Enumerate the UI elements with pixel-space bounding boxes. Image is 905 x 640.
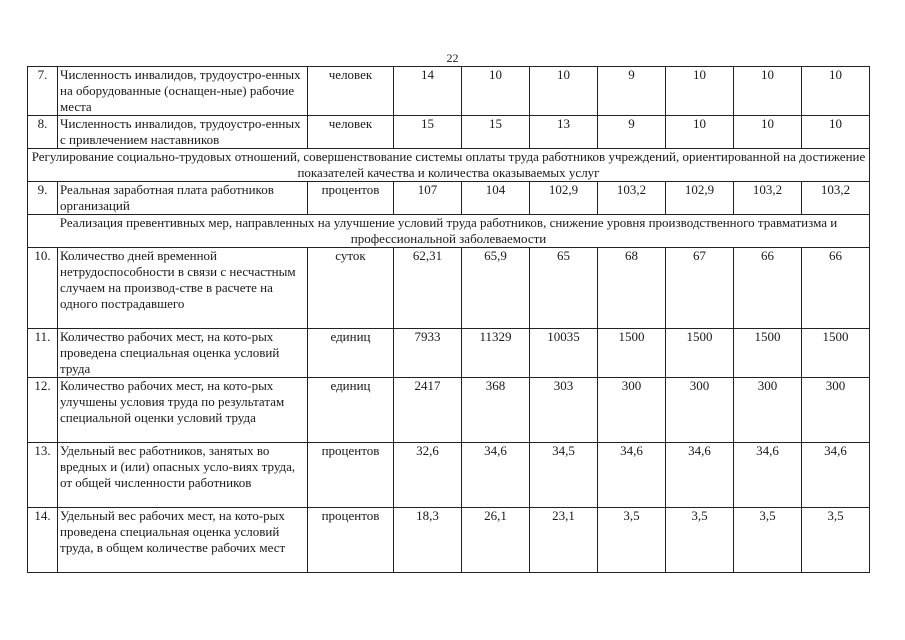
indicator-unit: процентов	[308, 182, 394, 215]
indicator-name: Численность инвалидов, трудоустро-енных с привлечением наставников	[58, 116, 308, 149]
indicator-name: Численность инвалидов, трудоустро-енных на оборудованные (оснащен-ные) рабочие места	[58, 67, 308, 116]
row-number: 7.	[28, 67, 58, 116]
value-cell: 62,31	[394, 248, 462, 329]
value-cell: 34,6	[734, 443, 802, 508]
value-cell: 10	[666, 67, 734, 116]
value-cell: 10	[802, 67, 870, 116]
value-cell: 34,6	[802, 443, 870, 508]
value-cell: 300	[666, 378, 734, 443]
indicator-name: Удельный вес рабочих мест, на кото-рых проведена специальная оценка условий труда, в общем количестве рабочих мест	[58, 508, 308, 573]
value-cell: 10	[802, 116, 870, 149]
value-cell: 103,2	[598, 182, 666, 215]
value-cell: 26,1	[462, 508, 530, 573]
value-cell: 10	[666, 116, 734, 149]
table-row	[28, 116, 870, 149]
value-cell: 103,2	[802, 182, 870, 215]
value-cell: 102,9	[530, 182, 598, 215]
value-cell: 368	[462, 378, 530, 443]
value-cell: 300	[598, 378, 666, 443]
value-cell: 15	[462, 116, 530, 149]
value-cell: 10	[734, 116, 802, 149]
row-number: 11.	[28, 329, 58, 378]
value-cell: 34,6	[598, 443, 666, 508]
row-number: 8.	[28, 116, 58, 149]
table-row	[28, 378, 870, 443]
value-cell: 10	[530, 67, 598, 116]
value-cell: 7933	[394, 329, 462, 378]
indicator-name: Реальная заработная плата работников организаций	[58, 182, 308, 215]
table-row	[28, 329, 870, 378]
indicator-name: Удельный вес работников, занятых во вредных и (или) опасных усло-виях труда, от общей численности работников	[58, 443, 308, 508]
section-row	[28, 149, 870, 182]
table-row	[28, 248, 870, 329]
row-number: 10.	[28, 248, 58, 329]
value-cell: 32,6	[394, 443, 462, 508]
value-cell: 3,5	[666, 508, 734, 573]
value-cell: 3,5	[734, 508, 802, 573]
section-heading: Реализация превентивных мер, направленных на улучшение условий труда работников, снижение уровня производственного травматизма и профессиональной заболеваемости	[28, 215, 870, 248]
value-cell: 107	[394, 182, 462, 215]
value-cell: 18,3	[394, 508, 462, 573]
value-cell: 66	[734, 248, 802, 329]
value-cell: 10	[462, 67, 530, 116]
indicator-unit: суток	[308, 248, 394, 329]
value-cell: 68	[598, 248, 666, 329]
value-cell: 3,5	[802, 508, 870, 573]
section-heading: Регулирование социально-трудовых отношений, совершенствование системы оплаты труда работников учреждений, ориентированной на достижение показателей качества и количества оказываемых услуг	[28, 149, 870, 182]
value-cell: 65	[530, 248, 598, 329]
value-cell: 1500	[734, 329, 802, 378]
value-cell: 300	[802, 378, 870, 443]
table-row	[28, 182, 870, 215]
row-number: 9.	[28, 182, 58, 215]
value-cell: 103,2	[734, 182, 802, 215]
indicator-name: Количество рабочих мест, на кото-рых улучшены условия труда по результатам специальной оценки условий труда	[58, 378, 308, 443]
value-cell: 102,9	[666, 182, 734, 215]
value-cell: 34,6	[462, 443, 530, 508]
value-cell: 104	[462, 182, 530, 215]
value-cell: 67	[666, 248, 734, 329]
row-number: 14.	[28, 508, 58, 573]
section-row	[28, 215, 870, 248]
value-cell: 1500	[666, 329, 734, 378]
value-cell: 66	[802, 248, 870, 329]
value-cell: 10035	[530, 329, 598, 378]
page-number: 22	[446, 51, 459, 65]
indicator-name: Количество рабочих мест, на кото-рых проведена специальная оценка условий труда	[58, 329, 308, 378]
value-cell: 34,5	[530, 443, 598, 508]
value-cell: 11329	[462, 329, 530, 378]
indicator-unit: процентов	[308, 508, 394, 573]
value-cell: 14	[394, 67, 462, 116]
indicator-unit: человек	[308, 116, 394, 149]
table-row	[28, 67, 870, 116]
indicator-unit: единиц	[308, 378, 394, 443]
indicators-table	[27, 66, 870, 573]
value-cell: 1500	[802, 329, 870, 378]
indicator-unit: процентов	[308, 443, 394, 508]
value-cell: 23,1	[530, 508, 598, 573]
indicator-unit: единиц	[308, 329, 394, 378]
row-number: 12.	[28, 378, 58, 443]
value-cell: 9	[598, 67, 666, 116]
value-cell: 3,5	[598, 508, 666, 573]
table-row	[28, 508, 870, 573]
table-row	[28, 443, 870, 508]
indicator-name: Количество дней временной нетрудоспособности в связи с несчастным случаем на производ-стве в расчете на одного пострадавшего	[58, 248, 308, 329]
value-cell: 300	[734, 378, 802, 443]
value-cell: 2417	[394, 378, 462, 443]
value-cell: 34,6	[666, 443, 734, 508]
value-cell: 303	[530, 378, 598, 443]
indicator-unit: человек	[308, 67, 394, 116]
value-cell: 10	[734, 67, 802, 116]
row-number: 13.	[28, 443, 58, 508]
value-cell: 13	[530, 116, 598, 149]
value-cell: 15	[394, 116, 462, 149]
value-cell: 9	[598, 116, 666, 149]
value-cell: 1500	[598, 329, 666, 378]
value-cell: 65,9	[462, 248, 530, 329]
